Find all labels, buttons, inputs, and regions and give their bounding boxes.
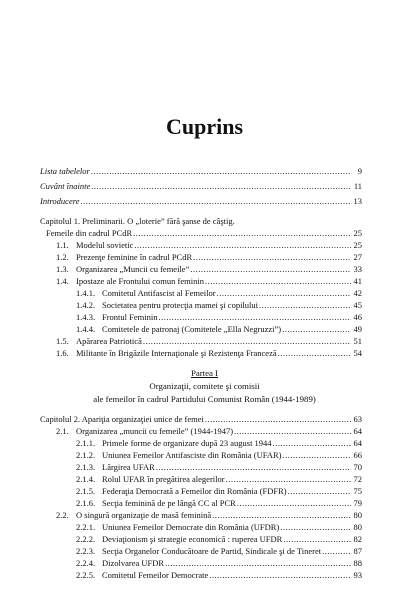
entry-page: 79 — [353, 498, 362, 508]
leader-dots — [278, 348, 351, 358]
toc-entry[interactable] — [56, 510, 362, 520]
entry-page: 27 — [353, 252, 362, 262]
toc-entry[interactable] — [56, 252, 362, 262]
leader-dots — [190, 264, 351, 274]
entry-number: 2.1.6. — [76, 498, 96, 508]
chapter2-heading[interactable] — [40, 414, 362, 424]
entry-number: 2.1.2. — [76, 450, 96, 460]
entry-page: 54 — [353, 348, 362, 358]
entry-label: Uniunea Femeilor Democrate din România (UFDR) — [102, 522, 280, 532]
toc-entry[interactable] — [56, 426, 362, 436]
leader-dots — [283, 450, 352, 460]
entry-label: Modelul sovietic — [76, 240, 134, 250]
entry-number: 1.3. — [56, 264, 69, 274]
toc-entry[interactable] — [76, 474, 362, 484]
entry-page: 42 — [353, 288, 362, 298]
toc-entry[interactable] — [76, 534, 362, 544]
leader-dots — [205, 414, 351, 424]
entry-label: Apărarea Patriotică — [76, 336, 142, 346]
toc-entry[interactable] — [76, 462, 362, 472]
entry-page: 64 — [353, 426, 362, 436]
entry-number: 2.2.2. — [76, 534, 96, 544]
entry-number: 1.1. — [56, 240, 69, 250]
entry-number: 1.4.2. — [76, 300, 96, 310]
entry-label: Capitolul 2. Apariţia organizaţiei unice de femei — [40, 414, 204, 424]
leader-dots — [234, 426, 351, 436]
leader-dots — [212, 510, 351, 520]
entry-page: 70 — [353, 462, 362, 472]
entry-label: Secţia Organelor Conducătoare de Partid, Sindicale şi de Tineret — [102, 546, 322, 556]
toc-entry[interactable] — [56, 240, 362, 250]
entry-number: 1.4.4. — [76, 324, 96, 334]
leader-dots — [259, 300, 351, 310]
toc-entry[interactable] — [76, 498, 362, 508]
leader-dots — [156, 462, 351, 472]
entry-page: 9 — [357, 166, 362, 176]
entry-number: 2.1. — [56, 426, 69, 436]
leader-dots — [282, 324, 351, 334]
leader-dots — [273, 438, 351, 448]
toc-entry[interactable] — [76, 546, 362, 556]
entry-label: Rolul UFAR în pregătirea alegerilor — [102, 474, 225, 484]
entry-page: 33 — [353, 264, 362, 274]
entry-page: 72 — [353, 474, 362, 484]
toc-entry[interactable] — [76, 300, 362, 310]
leader-dots — [91, 181, 351, 191]
entry-number: 2.2.4. — [76, 558, 96, 568]
entry-page: 41 — [353, 276, 362, 286]
entry-number: 2.1.1. — [76, 438, 96, 448]
entry-label: Ipostaze ale Frontului comun feminin — [76, 276, 204, 286]
leader-dots — [133, 228, 351, 238]
entry-number: 1.4. — [56, 276, 69, 286]
leader-dots — [209, 570, 351, 580]
entry-page: 82 — [353, 534, 362, 544]
entry-label: Militante în Brigăzile Internaţionale şi Rezistenţa Franceză — [76, 348, 277, 358]
entry-label: Deviaţionism şi strategie economică : ruperea UFDR — [102, 534, 283, 544]
leader-dots — [226, 474, 351, 484]
entry-label: Comitetele de patronaj (Comitetele „Ella Negruzzi”) — [102, 324, 282, 334]
toc-entry-introduction[interactable] — [40, 196, 362, 206]
leader-dots — [280, 522, 351, 532]
toc-entry[interactable] — [76, 486, 362, 496]
entry-label: Femeile din cadrul PCdR — [46, 228, 133, 238]
toc-entry-foreword[interactable] — [40, 181, 362, 191]
entry-label: Primele forme de organizare după 23 august 1944 — [102, 438, 272, 448]
leader-dots — [143, 336, 351, 346]
entry-page: 45 — [353, 300, 362, 310]
leader-dots — [193, 252, 351, 262]
entry-page: 25 — [353, 228, 362, 238]
entry-page: 66 — [353, 450, 362, 460]
entry-number: 2.2.5. — [76, 570, 96, 580]
part-heading[interactable]: Partea I — [190, 368, 219, 378]
entry-number: 2.2.3. — [76, 546, 96, 556]
entry-label: Organizarea „Muncii cu femeile” — [76, 264, 190, 274]
entry-label: Frontul Feminin — [102, 312, 158, 322]
entry-page: 11 — [353, 181, 362, 191]
entry-number: 1.6. — [56, 348, 69, 358]
entry-number: 2.1.3. — [76, 462, 96, 472]
leader-dots — [165, 558, 351, 568]
entry-label: Introducere — [40, 196, 80, 206]
leader-dots — [288, 486, 351, 496]
entry-number: 2.1.5. — [76, 486, 96, 496]
entry-label: Organizarea „muncii cu femeile” (1944-1947) — [76, 426, 234, 436]
toc-entry[interactable] — [56, 264, 362, 274]
leader-dots — [322, 546, 351, 556]
entry-label: Cuvânt înainte — [40, 181, 91, 191]
leader-dots — [283, 534, 351, 544]
toc-entry[interactable] — [76, 450, 362, 460]
entry-page: 63 — [353, 414, 362, 424]
toc-entry[interactable] — [76, 438, 362, 448]
part-subtitle: Organizaţii, comitete şi comisii — [149, 381, 260, 391]
entry-number: 2.2.1. — [76, 522, 96, 532]
leader-dots — [237, 498, 351, 508]
entry-page: 88 — [353, 558, 362, 568]
entry-page: 80 — [353, 510, 362, 520]
toc-entry[interactable] — [76, 324, 362, 334]
entry-label: Lista tabelelor — [40, 166, 90, 176]
toc-entry[interactable] — [76, 522, 362, 532]
entry-number: 1.2. — [56, 252, 69, 262]
entry-label: Secţia feminină de pe lângă CC al PCR — [102, 498, 236, 508]
entry-number: 2.1.4. — [76, 474, 96, 484]
toc-entry[interactable] — [56, 348, 362, 358]
entry-label: Dizolvarea UFDR — [102, 558, 165, 568]
leader-dots — [217, 288, 351, 298]
leader-dots — [81, 196, 352, 206]
entry-label: Lărgirea UFAR — [102, 462, 155, 472]
entry-label: Societatea pentru protecţia mamei şi copilului — [102, 300, 259, 310]
page-title: Cuprins — [165, 114, 244, 139]
entry-page: 75 — [353, 486, 362, 496]
entry-page: 13 — [353, 196, 362, 206]
entry-label: Prezenţe feminine în cadrul PCdR — [76, 252, 193, 262]
leader-dots — [134, 240, 351, 250]
entry-page: 64 — [353, 438, 362, 448]
chapter1-heading-line2[interactable] — [46, 228, 362, 238]
toc-entry[interactable] — [76, 570, 362, 580]
entry-label: Comitetul Antifascist al Femeilor — [102, 288, 216, 298]
toc-entry[interactable] — [76, 288, 362, 298]
entry-number: 1.4.1. — [76, 288, 96, 298]
leader-dots — [205, 276, 351, 286]
leader-dots — [159, 312, 352, 322]
entry-page: 25 — [353, 240, 362, 250]
chapter1-heading[interactable]: Capitolul 1. Preliminarii. O „loterie” fără şanse de câştig. — [40, 216, 235, 226]
entry-page: 49 — [353, 324, 362, 334]
entry-page: 80 — [353, 522, 362, 532]
entry-page: 46 — [353, 312, 362, 322]
entry-page: 93 — [353, 570, 362, 580]
toc-entry[interactable] — [76, 558, 362, 568]
entry-label: Federaţia Democrată a Femeilor din România (FDFR) — [102, 486, 287, 496]
entry-label: Uniunea Femeilor Antifasciste din România (UFAR) — [102, 450, 282, 460]
entry-number: 1.5. — [56, 336, 69, 346]
toc-entry-list-of-tables[interactable] — [40, 166, 362, 176]
entry-number: 2.2. — [56, 510, 69, 520]
toc-entry[interactable] — [76, 312, 362, 322]
entry-number: 1.4.3. — [76, 312, 96, 322]
entry-label: O singură organizaţie de masă feminină — [76, 510, 212, 520]
part-subtitle: ale femeilor în cadrul Partidului Comunist Român (1944-1989) — [93, 394, 316, 404]
toc-entry[interactable] — [56, 276, 362, 286]
entry-label: Comitetul Femeilor Democrate — [102, 570, 209, 580]
entry-page: 87 — [353, 546, 362, 556]
toc-entry[interactable] — [56, 336, 362, 346]
entry-page: 51 — [353, 336, 362, 346]
leader-dots — [91, 166, 351, 176]
